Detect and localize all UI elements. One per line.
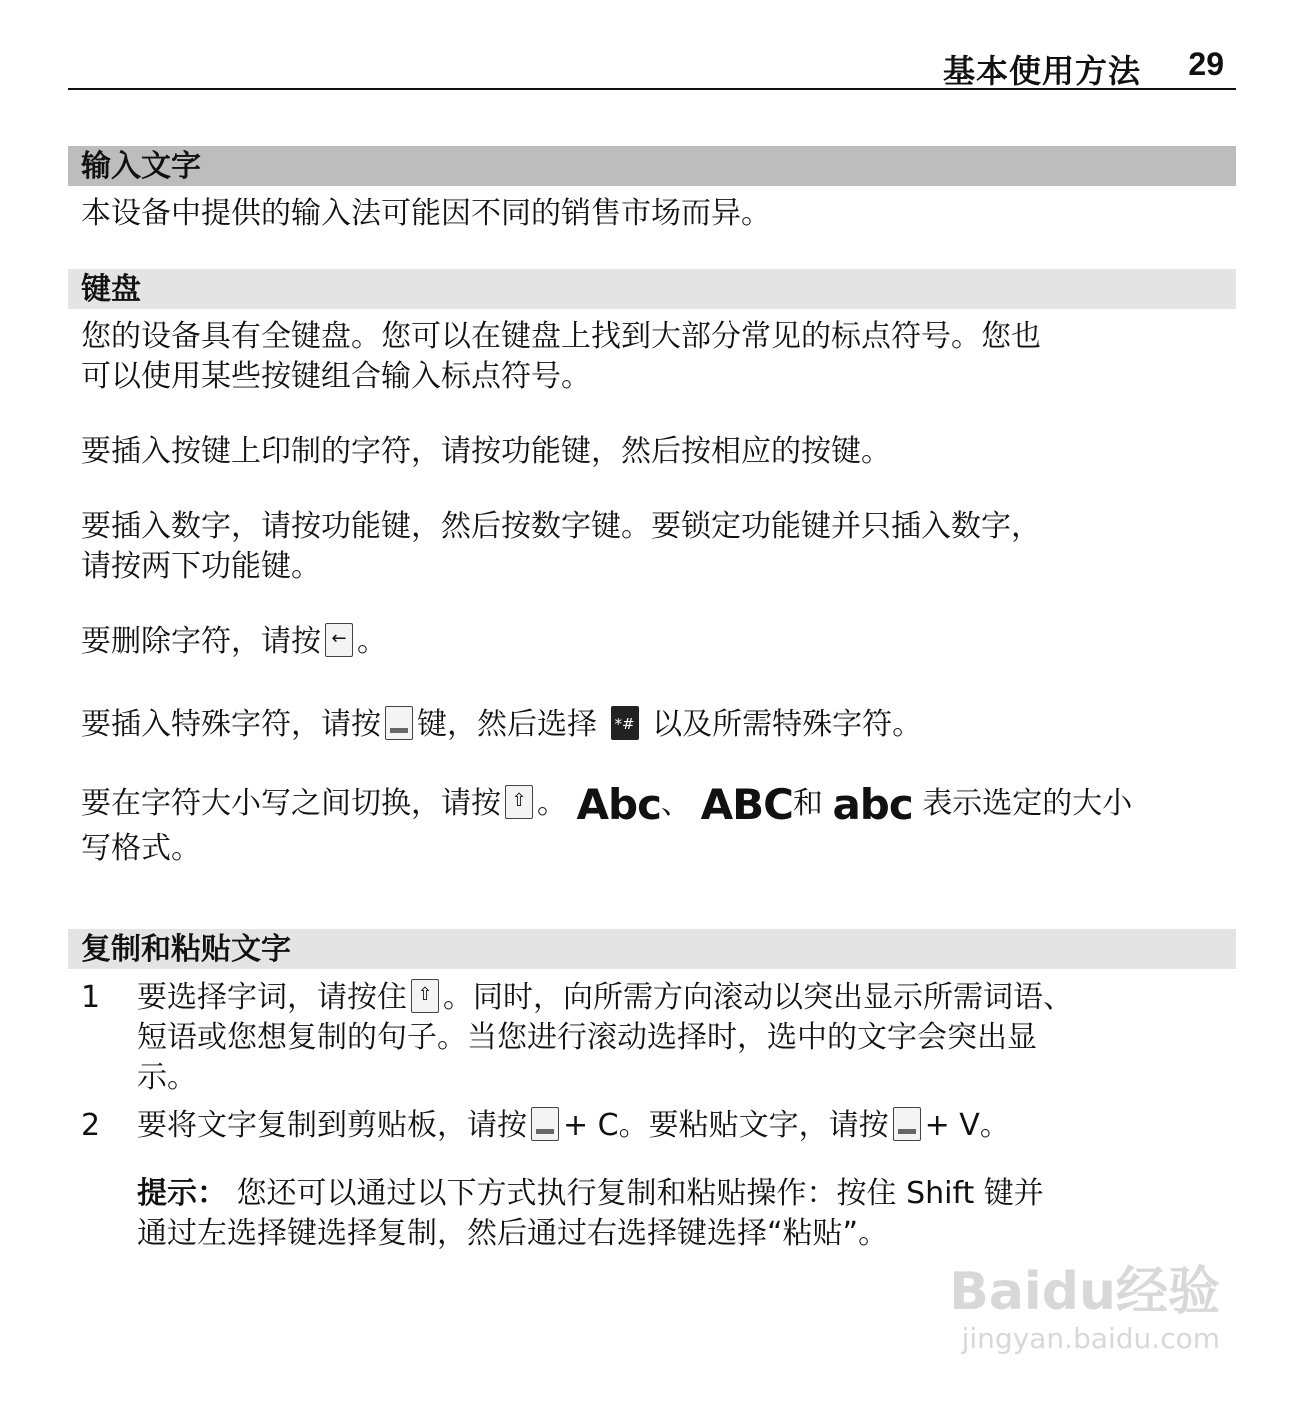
text: 您还可以通过以下方式执行复制和粘贴操作：按住 Shift 键并	[236, 1176, 1044, 1211]
step-2	[137, 1106, 1232, 1146]
menu-term: 复制	[377, 1216, 437, 1251]
watermark-brand: Baidu经验	[949, 1262, 1220, 1322]
text: ，然后通过右选择键选择“粘贴”。	[437, 1216, 889, 1251]
tip-label: 提示：	[137, 1176, 227, 1211]
text-line: 示。	[137, 1060, 197, 1095]
special-chars-glyph: *#	[614, 715, 635, 733]
text: 要选择字词，请按住	[137, 980, 407, 1015]
text: 。同时，向所需方向滚动以突出显示所需词语、	[443, 980, 1073, 1015]
text: + C。要粘贴文字，请按	[563, 1108, 889, 1143]
text: 、	[661, 786, 692, 821]
keyboard-paragraph-delete	[81, 622, 1231, 662]
text: 通过左选择键选择	[137, 1216, 377, 1251]
shift-glyph: ⇧	[417, 984, 433, 1005]
text-line	[81, 780, 1231, 829]
text-line: 写格式。	[81, 831, 201, 866]
text-line: 要插入数字，请按功能键，然后按数字键。要锁定功能键并只插入数字，	[81, 509, 1041, 544]
text: 。	[537, 786, 567, 821]
input-paragraph: 本设备中提供的输入法可能因不同的销售市场而异。	[81, 196, 771, 231]
function-key-icon	[893, 1107, 921, 1141]
shift-key-icon	[505, 785, 533, 819]
step-number: 2	[81, 1108, 101, 1143]
text-line: 请按两下功能键。	[81, 549, 321, 584]
section-heading-copy-paste: 复制和粘贴文字	[68, 929, 1236, 969]
keyboard-paragraph-1	[81, 317, 1231, 397]
text: 以及所需特殊字符。	[652, 707, 923, 742]
case-indicator-lower-icon: abc	[832, 780, 913, 829]
case-indicator-upper-icon: ABC	[700, 780, 793, 829]
text: 要插入特殊字符，请按	[81, 707, 381, 742]
backspace-glyph: ←	[331, 628, 347, 649]
text-line	[137, 1174, 1232, 1214]
keyboard-paragraph-3	[81, 507, 1231, 587]
chapter-title: 基本使用方法	[942, 52, 1141, 90]
text-line: 可以使用某些按键组合输入标点符号。	[81, 359, 591, 394]
step-number: 1	[81, 980, 101, 1015]
function-key-icon	[385, 706, 413, 740]
text: 要删除字符，请按	[81, 624, 321, 659]
backspace-key-icon	[325, 623, 353, 657]
section-heading-keyboard: 键盘	[68, 269, 1236, 309]
text-line: 您的设备具有全键盘。您可以在键盘上找到大部分常见的标点符号。您也	[81, 319, 1041, 354]
function-key-icon	[531, 1107, 559, 1141]
page-header	[68, 40, 1236, 90]
text: 表示选定的大小	[922, 786, 1133, 821]
page-number: 29	[1188, 46, 1224, 82]
watermark-url: jingyan.baidu.com	[961, 1322, 1220, 1355]
text: 和	[792, 786, 823, 821]
text: 键，然后选择	[417, 707, 597, 742]
text: + V。	[924, 1108, 1010, 1143]
shift-key-icon	[411, 979, 439, 1013]
section-heading-input: 输入文字	[68, 146, 1236, 186]
keyboard-paragraph-case	[81, 780, 1231, 869]
watermark	[920, 1262, 1220, 1372]
special-chars-icon	[611, 706, 639, 740]
keyboard-paragraph-2: 要插入按键上印制的字符，请按功能键，然后按相应的按键。	[81, 434, 891, 469]
text-line	[137, 1214, 1232, 1254]
text: 要将文字复制到剪贴板，请按	[137, 1108, 527, 1143]
text: 要在字符大小写之间切换，请按	[81, 786, 501, 821]
step-1	[137, 978, 1232, 1098]
shift-glyph: ⇧	[511, 790, 527, 811]
text-line: 短语或您想复制的句子。当您进行滚动选择时，选中的文字会突出显	[137, 1020, 1037, 1055]
tip-block	[137, 1174, 1232, 1254]
case-indicator-title-icon: Abc	[576, 780, 662, 829]
keyboard-paragraph-special	[81, 705, 1231, 745]
text: 。	[357, 624, 387, 659]
text-line	[137, 978, 1232, 1018]
